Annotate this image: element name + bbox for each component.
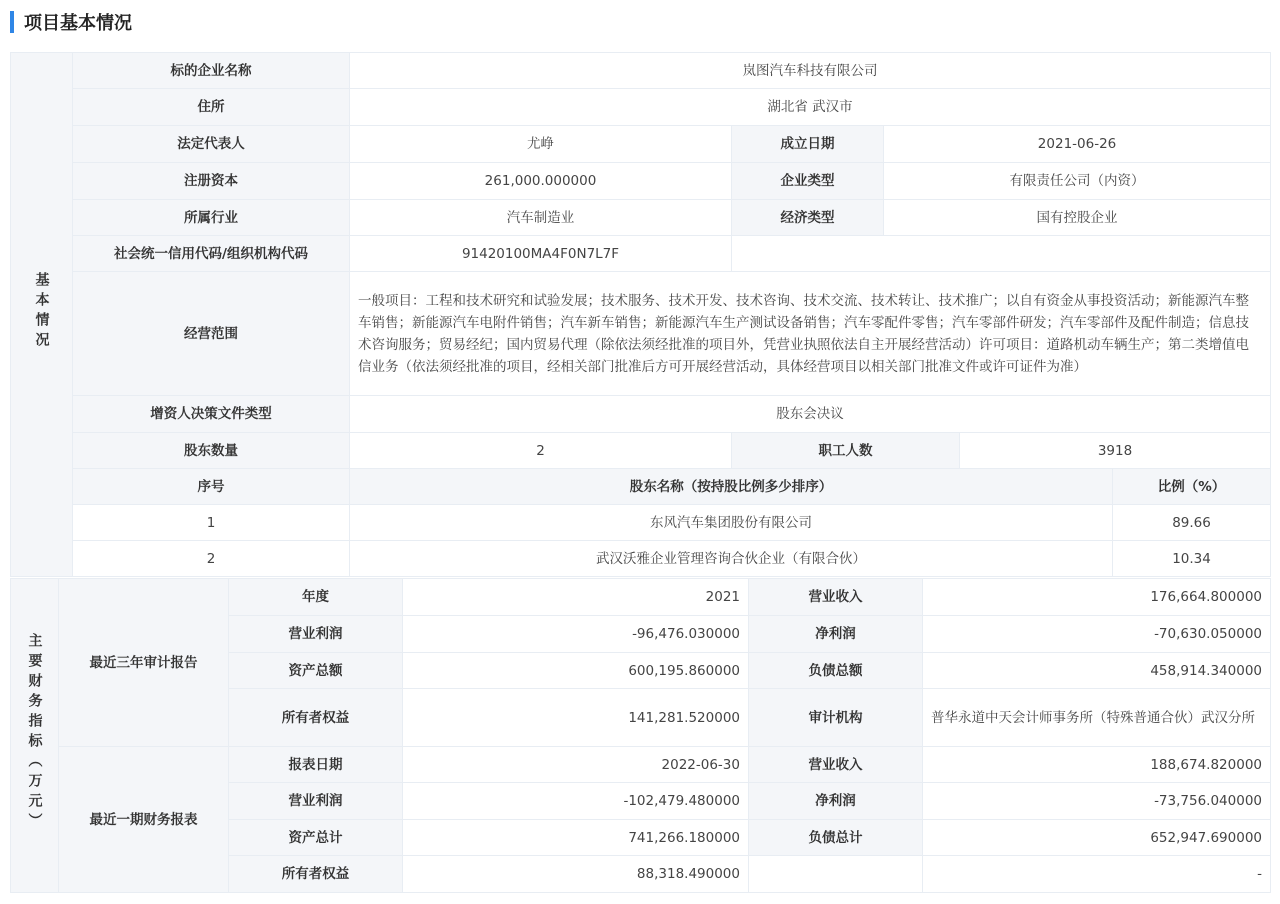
equity-row-ratio: 10.34 <box>1113 541 1271 577</box>
section-basic-label: 基本情况 <box>11 53 73 577</box>
fin-row-audit-year <box>11 579 1271 616</box>
audit-assets-value: 600,195.860000 <box>403 653 749 689</box>
audit-liab-value: 458,914.340000 <box>923 653 1271 689</box>
equity-col-ratio: 比例（%） <box>1113 469 1271 505</box>
audit-op-profit-value: -96,476.030000 <box>403 616 749 653</box>
recent-net-profit-label: 净利润 <box>749 783 923 820</box>
table-row <box>11 505 1271 541</box>
row-industry <box>11 200 1271 236</box>
audit-year-label: 年度 <box>229 579 403 616</box>
decision-value: 股东会决议 <box>350 396 1271 433</box>
accent-bar <box>10 11 14 33</box>
scope-value: 一般项目：工程和技术研究和试验发展；技术服务、技术开发、技术咨询、技术交流、技术转让、技术推广；以自有资金从事投资活动；新能源汽车整车销售；新能源汽车电附件销售；汽车新车销售；新能源汽车生产测试设备销售；汽车零配件零售；汽车零部件研发；汽车零部件及配件制造；信息技术咨询服务；贸易经纪；国内贸易代理（除依法须经批准的项目外，凭营业执照依法自主开展经营活动）许可项目：道路机动车辆生产；第二类增值电信业务（依法须经批准的项目，经相关部门批准后方可开展经营活动，具体经营项目以相关部门批准文件或许可证件为准） <box>350 272 1271 396</box>
credit-code-label: 社会统一信用代码/组织机构代码 <box>73 236 350 272</box>
row-capital <box>11 163 1271 200</box>
row-scope <box>11 272 1271 396</box>
table-row <box>11 541 1271 577</box>
equity-row-name: 武汉沃雅企业管理咨询合伙企业（有限合伙） <box>350 541 1113 577</box>
financial-table <box>10 578 1271 893</box>
audit-net-profit-value: -70,630.050000 <box>923 616 1271 653</box>
recent-date-label: 报表日期 <box>229 747 403 783</box>
audit-revenue-value: 176,664.800000 <box>923 579 1271 616</box>
equity-row-ratio: 89.66 <box>1113 505 1271 541</box>
company-name-label: 标的企业名称 <box>73 53 350 89</box>
shareholders-value: 2 <box>350 433 732 469</box>
recent-liab-label: 负债总计 <box>749 820 923 856</box>
industry-value: 汽车制造业 <box>350 200 732 236</box>
recent-revenue-label: 营业收入 <box>749 747 923 783</box>
company-type-label: 企业类型 <box>732 163 884 200</box>
scope-label: 经营范围 <box>73 272 350 396</box>
recent-assets-value: 741,266.180000 <box>403 820 749 856</box>
established-value: 2021-06-26 <box>884 126 1271 163</box>
audit-assets-label: 资产总额 <box>229 653 403 689</box>
row-legal-rep <box>11 126 1271 163</box>
recent-equity-value: 88,318.490000 <box>403 856 749 893</box>
audit-op-profit-label: 营业利润 <box>229 616 403 653</box>
recent-assets-label: 资产总计 <box>229 820 403 856</box>
equity-col-name: 股东名称（按持股比例多少排序） <box>350 469 1113 505</box>
row-decision <box>11 396 1271 433</box>
auditor-label: 审计机构 <box>749 689 923 747</box>
equity-row-name: 东风汽车集团股份有限公司 <box>350 505 1113 541</box>
audit-equity-label: 所有者权益 <box>229 689 403 747</box>
equity-row-no: 2 <box>73 541 350 577</box>
capital-value: 261,000.000000 <box>350 163 732 200</box>
equity-row-no: 1 <box>73 505 350 541</box>
industry-label: 所属行业 <box>73 200 350 236</box>
row-company-name <box>11 53 1271 89</box>
credit-code-value: 91420100MA4F0N7L7F <box>350 236 732 272</box>
legal-rep-label: 法定代表人 <box>73 126 350 163</box>
recent-op-profit-label: 营业利润 <box>229 783 403 820</box>
section-header <box>0 0 1280 44</box>
recent-dash-value: - <box>923 856 1271 893</box>
recent-op-profit-value: -102,479.480000 <box>403 783 749 820</box>
auditor-value: 普华永道中天会计师事务所（特殊普通合伙）武汉分所 <box>923 689 1271 747</box>
row-credit-code <box>11 236 1271 272</box>
employees-label: 职工人数 <box>732 433 960 469</box>
capital-label: 注册资本 <box>73 163 350 200</box>
audit-equity-value: 141,281.520000 <box>403 689 749 747</box>
econ-type-value: 国有控股企业 <box>884 200 1271 236</box>
page-title: 项目基本情况 <box>24 13 132 34</box>
fin-row-recent-date <box>11 747 1271 783</box>
recent-equity-label: 所有者权益 <box>229 856 403 893</box>
equity-header-row <box>11 469 1271 505</box>
recent-date-value: 2022-06-30 <box>403 747 749 783</box>
company-type-value: 有限责任公司（内资） <box>884 163 1271 200</box>
recent-net-profit-value: -73,756.040000 <box>923 783 1271 820</box>
audit-year-value: 2021 <box>403 579 749 616</box>
row-shareholders <box>11 433 1271 469</box>
legal-rep-value: 尤峥 <box>350 126 732 163</box>
recent-revenue-value: 188,674.820000 <box>923 747 1271 783</box>
section-finance-label: 主要财务指标（万元） <box>11 579 59 893</box>
audit-liab-label: 负债总额 <box>749 653 923 689</box>
shareholders-label: 股东数量 <box>73 433 350 469</box>
audit-net-profit-label: 净利润 <box>749 616 923 653</box>
address-value: 湖北省 武汉市 <box>350 89 1271 126</box>
audit-report-label: 最近三年审计报告 <box>59 579 229 747</box>
recent-report-label: 最近一期财务报表 <box>59 747 229 893</box>
recent-empty-cell <box>749 856 923 893</box>
recent-liab-value: 652,947.690000 <box>923 820 1271 856</box>
decision-label: 增资人决策文件类型 <box>73 396 350 433</box>
address-label: 住所 <box>73 89 350 126</box>
employees-value: 3918 <box>960 433 1271 469</box>
equity-col-no: 序号 <box>73 469 350 505</box>
row-address <box>11 89 1271 126</box>
established-label: 成立日期 <box>732 126 884 163</box>
company-name-value: 岚图汽车科技有限公司 <box>350 53 1271 89</box>
econ-type-label: 经济类型 <box>732 200 884 236</box>
audit-revenue-label: 营业收入 <box>749 579 923 616</box>
credit-code-empty <box>732 236 1271 272</box>
basic-info-table <box>10 52 1271 577</box>
